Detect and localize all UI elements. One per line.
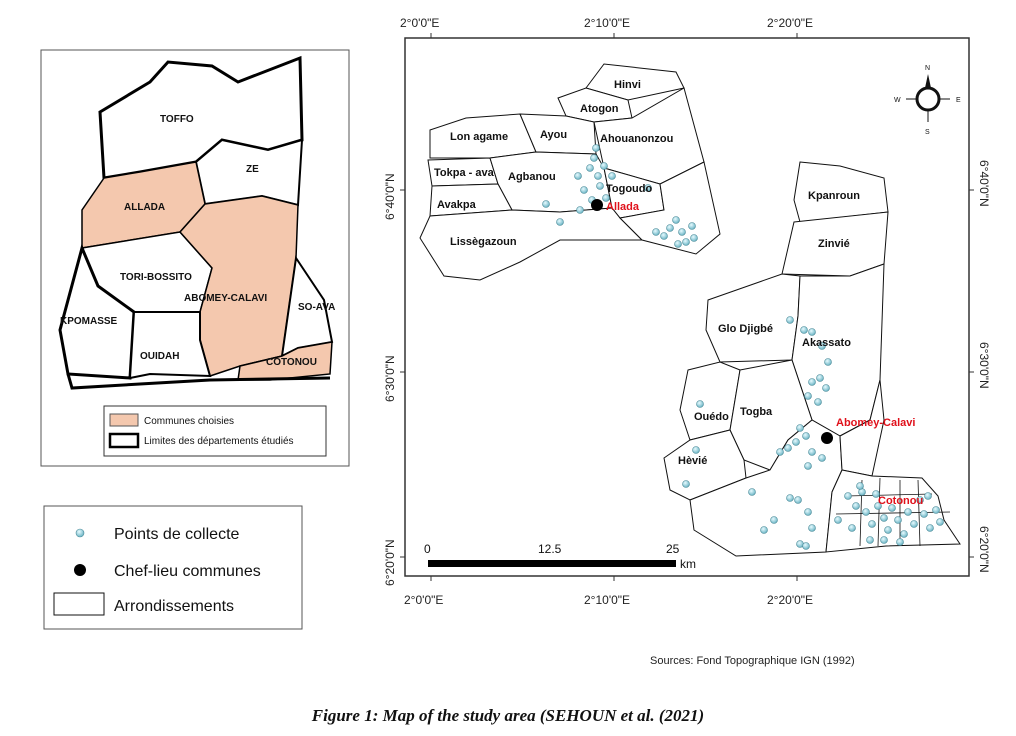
collection-point xyxy=(809,329,816,336)
collection-point xyxy=(543,201,550,208)
arr-label-hinvi: Hinvi xyxy=(614,79,641,91)
inset-legend-boundary-label: Limites des départements étudiés xyxy=(144,436,294,447)
collection-point xyxy=(689,223,696,230)
inset-legend-chosen-label: Communes choisies xyxy=(144,416,235,427)
collection-point xyxy=(661,233,668,240)
legend-arrondissement-label: Arrondissements xyxy=(114,598,235,615)
collection-point xyxy=(867,537,874,544)
arr-label-avakpa: Avakpa xyxy=(437,199,476,211)
collection-point xyxy=(805,463,812,470)
arr-label-lon-agame: Lon agame xyxy=(450,131,509,143)
arr-label-ouedo: Ouédo xyxy=(694,411,729,423)
arr-label-atogon: Atogon xyxy=(580,103,619,115)
scale-unit: km xyxy=(680,557,696,571)
arr-label-agbanou: Agbanou xyxy=(508,171,556,183)
collection-point xyxy=(817,375,824,382)
collection-point xyxy=(557,219,564,226)
scale-label-end: 25 xyxy=(666,542,680,556)
bottom-coord-2: 2°10'0"E xyxy=(584,593,631,607)
collection-point xyxy=(853,503,860,510)
collection-point xyxy=(575,173,582,180)
arr-label-tokpa-ava: Tokpa - ava xyxy=(434,167,494,179)
top-coord-3: 2°20'0"E xyxy=(767,16,814,30)
inset-label-abomey-calavi: ABOMEY-CALAVI xyxy=(184,293,268,304)
legend-points-label: Points de collecte xyxy=(114,526,240,543)
scale-label-0: 0 xyxy=(424,542,431,556)
arr-label-kpanroun: Kpanroun xyxy=(808,190,860,202)
collection-point xyxy=(933,507,940,514)
chef-label-cotonou: Cotonou xyxy=(878,495,924,507)
chef-lieu-abomey-calavi-marker xyxy=(821,432,833,444)
source-text: Sources: Fond Topographique IGN (1992) xyxy=(650,655,855,667)
inset-label-toffo: TOFFO xyxy=(160,114,194,125)
bottom-coord-3: 2°20'0"E xyxy=(767,593,814,607)
collection-point xyxy=(787,495,794,502)
bottom-coord-1: 2°0'0"E xyxy=(404,593,444,607)
collection-point xyxy=(809,449,816,456)
compass-s: S xyxy=(925,129,930,136)
collection-point xyxy=(653,229,660,236)
collection-point xyxy=(809,525,816,532)
collection-point xyxy=(869,521,876,528)
collection-point xyxy=(803,543,810,550)
left-coord-2: 6°30'0"N xyxy=(383,355,397,402)
collection-point xyxy=(595,173,602,180)
main-map xyxy=(383,16,991,607)
collection-point xyxy=(881,537,888,544)
chef-label-allada: Allada xyxy=(606,201,640,213)
collection-point xyxy=(801,327,808,334)
collection-point xyxy=(921,511,928,518)
collection-point xyxy=(925,493,932,500)
inset-legend-chosen-swatch xyxy=(110,414,138,426)
inset-map xyxy=(41,50,349,466)
collection-point xyxy=(897,539,904,546)
inset-label-cotonou: COTONOU xyxy=(266,357,317,368)
collection-point xyxy=(797,425,804,432)
collection-point xyxy=(845,493,852,500)
collection-point xyxy=(693,447,700,454)
collection-point xyxy=(895,517,902,524)
collection-point xyxy=(597,183,604,190)
collection-point xyxy=(787,317,794,324)
chef-label-abomey-calavi: Abomey-Calavi xyxy=(836,417,916,429)
right-coord-1: 6°40'0"N xyxy=(977,160,991,207)
top-coord-1: 2°0'0"E xyxy=(400,16,440,30)
legend-arrondissement-symbol xyxy=(54,593,104,615)
collection-point xyxy=(581,187,588,194)
main-legend xyxy=(44,506,302,629)
arr-label-ayou: Ayou xyxy=(540,129,568,141)
collection-point xyxy=(587,165,594,172)
collection-point xyxy=(793,439,800,446)
collection-point xyxy=(857,483,864,490)
top-coord-2: 2°10'0"E xyxy=(584,16,631,30)
left-coord-3: 6°20'0"N xyxy=(383,539,397,586)
arr-label-zinvie: Zinvié xyxy=(818,238,850,250)
commune-ouidah xyxy=(130,312,210,378)
collection-point xyxy=(673,217,680,224)
collection-point xyxy=(591,155,598,162)
inset-legend-boundary-swatch xyxy=(110,434,138,447)
collection-point xyxy=(849,525,856,532)
inset-label-so-ava: SO-AVA xyxy=(298,302,336,313)
arr-label-togoudo: Togoudo xyxy=(606,183,653,195)
arr-label-ahouanonzou: Ahouanonzou xyxy=(600,133,674,145)
collection-point xyxy=(805,393,812,400)
collection-point xyxy=(601,163,608,170)
compass-n: N xyxy=(925,65,931,72)
arr-label-togba: Togba xyxy=(740,406,773,418)
collection-point xyxy=(771,517,778,524)
inset-label-ouidah: OUIDAH xyxy=(140,351,180,362)
collection-point xyxy=(749,489,756,496)
collection-point xyxy=(937,519,944,526)
collection-point xyxy=(825,359,832,366)
collection-point xyxy=(683,239,690,246)
legend-chef-symbol xyxy=(74,564,86,576)
collection-point xyxy=(927,525,934,532)
scale-label-mid: 12.5 xyxy=(538,542,562,556)
collection-point xyxy=(667,225,674,232)
collection-point xyxy=(809,379,816,386)
inset-label-allada: ALLADA xyxy=(124,202,166,213)
collection-point xyxy=(593,145,600,152)
collection-point xyxy=(885,527,892,534)
collection-point xyxy=(577,207,584,214)
collection-point xyxy=(911,521,918,528)
collection-point xyxy=(815,399,822,406)
collection-point xyxy=(675,241,682,248)
arr-label-hevie: Hèvié xyxy=(678,455,708,467)
collection-point xyxy=(881,515,888,522)
figure-caption: Figure 1: Map of the study area (SEHOUN et al. (2021) xyxy=(311,706,705,725)
collection-point xyxy=(823,385,830,392)
collection-point xyxy=(805,509,812,516)
compass-w: W xyxy=(894,97,901,104)
collection-point xyxy=(761,527,768,534)
collection-point xyxy=(691,235,698,242)
arr-label-akassato: Akassato xyxy=(802,337,851,349)
collection-point xyxy=(863,509,870,516)
right-coord-2: 6°30'0"N xyxy=(977,342,991,389)
collection-point xyxy=(795,497,802,504)
collection-point xyxy=(819,455,826,462)
compass-e: E xyxy=(956,97,961,104)
collection-point xyxy=(785,445,792,452)
collection-point xyxy=(679,229,686,236)
collection-point xyxy=(835,517,842,524)
collection-point xyxy=(609,173,616,180)
collection-point xyxy=(901,531,908,538)
inset-label-tori-bossito: TORI-BOSSITO xyxy=(120,272,192,283)
arr-label-lissegazoun: Lissègazoun xyxy=(450,236,517,248)
collection-point xyxy=(697,401,704,408)
left-coord-1: 6°40'0"N xyxy=(383,173,397,220)
right-coord-3: 6°20'0"N xyxy=(977,526,991,573)
collection-point xyxy=(803,433,810,440)
collection-point xyxy=(777,449,784,456)
chef-lieu-allada-marker xyxy=(591,199,603,211)
inset-label-ze: ZE xyxy=(246,164,259,175)
arr-label-glo-djigbe: Glo Djigbé xyxy=(718,323,773,335)
collection-point xyxy=(683,481,690,488)
collection-point xyxy=(905,509,912,516)
legend-chef-label: Chef-lieu communes xyxy=(114,563,261,580)
legend-point-symbol xyxy=(76,529,84,537)
inset-label-kpomasse: KPOMASSE xyxy=(60,316,118,327)
